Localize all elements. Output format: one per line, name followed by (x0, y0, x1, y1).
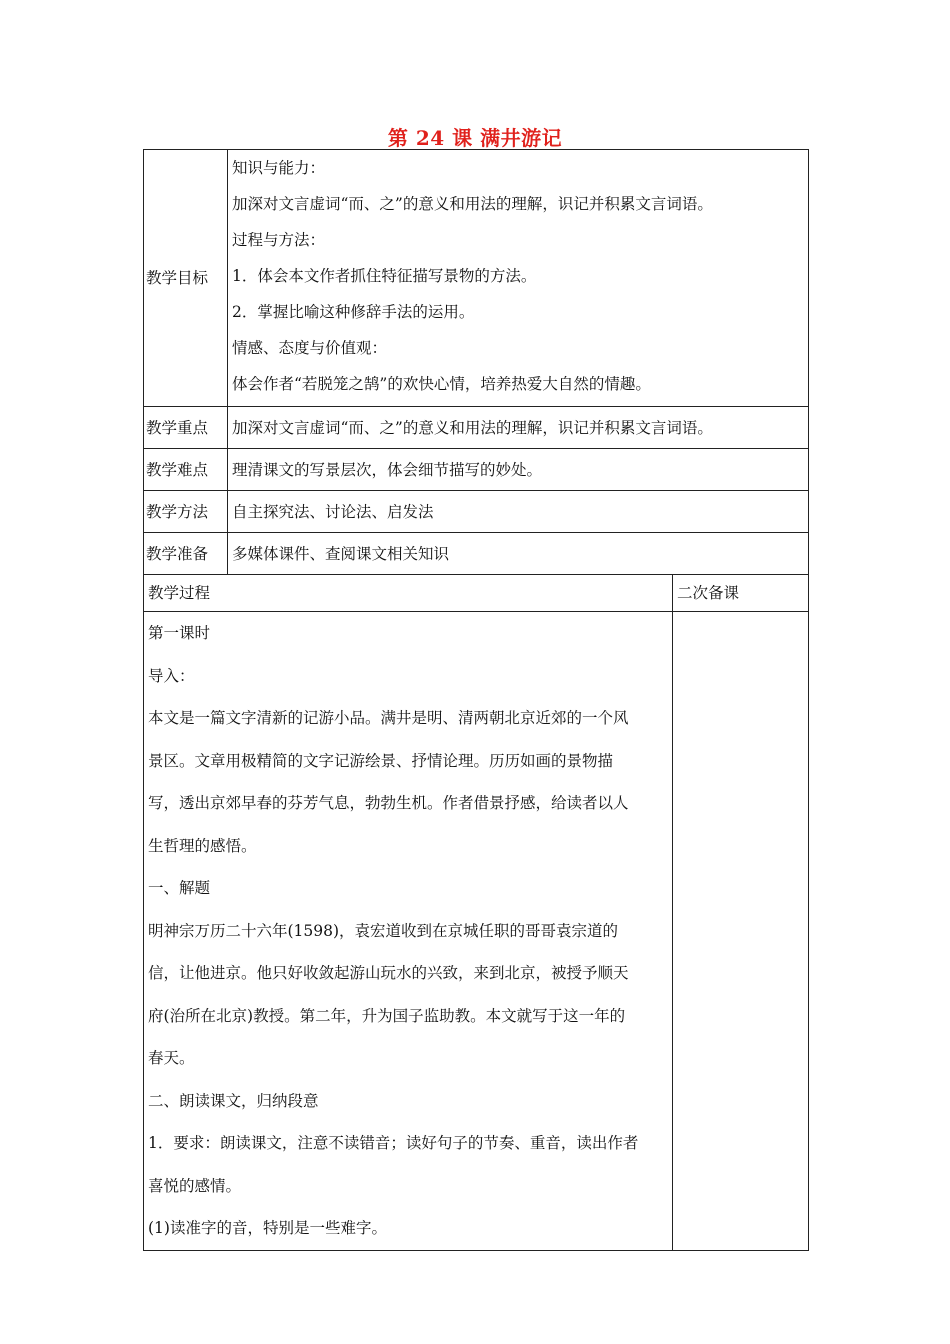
goals-line: 知识与能力： (232, 159, 326, 177)
goals-line: 2．掌握比喻这种修辞手法的运用。 (232, 303, 475, 321)
row-teaching-prep (144, 533, 809, 575)
row-teaching-difficulty (144, 449, 809, 491)
lesson-title: 第 24 课 满井游记 (387, 126, 563, 150)
label-teaching-goals: 教学目标 (144, 150, 228, 407)
process-line: 一、解题 (148, 879, 211, 897)
process-line: (1)读准字的音，特别是一些难字。 (148, 1219, 387, 1237)
row-teaching-method (144, 491, 809, 533)
goals-line: 1．体会本文作者抓住特征描写景物的方法。 (232, 267, 537, 285)
process-line: 喜悦的感情。 (148, 1176, 242, 1195)
teaching-focus-value: 加深对文言虚词“而、之”的意义和用法的理解，识记并积累文言词语。 (228, 407, 809, 449)
label-teaching-focus: 教学重点 (144, 407, 228, 449)
row-process-body (144, 612, 809, 1251)
process-body (144, 612, 673, 1251)
process-line: 景区。文章用极精简的文字记游绘景、抒情论理。历历如画的景物描 (148, 751, 614, 770)
row-teaching-focus (144, 407, 809, 449)
goals-line: 加深对文言虚词“而、之”的意义和用法的理解，识记并积累文言词语。 (232, 195, 713, 213)
teaching-goals-content (228, 150, 809, 407)
goals-line: 体会作者“若脱笼之鹄”的欢快心情，培养热爱大自然的情趣。 (232, 375, 651, 393)
second-prep-header: 二次备课 (673, 575, 809, 612)
label-teaching-difficulty: 教学难点 (144, 449, 228, 491)
process-line: 府(治所在北京)教授。第二年，升为国子监助教。本文就写于这一年的 (148, 1006, 626, 1025)
teaching-difficulty-value: 理清课文的写景层次，体会细节描写的妙处。 (228, 449, 809, 491)
process-line: 生哲理的感悟。 (148, 836, 257, 855)
process-line: 第一课时 (148, 624, 211, 642)
process-line: 明神宗万历二十六年(1598)，袁宏道收到在京城任职的哥哥袁宗道的 (148, 921, 619, 940)
process-line: 春天。 (148, 1049, 195, 1067)
row-teaching-goals (144, 150, 809, 407)
teaching-method-value: 自主探究法、讨论法、启发法 (228, 491, 809, 533)
second-prep-cell (673, 612, 809, 1251)
goals-line: 过程与方法： (232, 231, 326, 249)
lesson-plan-table (143, 149, 809, 1251)
label-teaching-method: 教学方法 (144, 491, 228, 533)
process-line: 1．要求：朗读课文，注意不读错音；读好句子的节奏、重音，读出作者 (148, 1134, 639, 1152)
row-process-header (144, 575, 809, 612)
process-line: 本文是一篇文字清新的记游小品。满井是明、清两朝北京近郊的一个风 (148, 709, 629, 727)
process-line: 导入： (148, 666, 195, 685)
teaching-prep-value: 多媒体课件、查阅课文相关知识 (228, 533, 809, 575)
label-teaching-prep: 教学准备 (144, 533, 228, 575)
process-line: 二、朗读课文，归纳段意 (148, 1091, 319, 1110)
goals-line: 情感、态度与价值观： (232, 339, 388, 357)
process-header: 教学过程 (144, 575, 673, 612)
process-line: 信，让他进京。他只好收敛起游山玩水的兴致，来到北京，被授予顺天 (148, 964, 629, 982)
process-line: 写，透出京郊早春的芬芳气息，勃勃生机。作者借景抒感，给读者以人 (148, 794, 629, 812)
